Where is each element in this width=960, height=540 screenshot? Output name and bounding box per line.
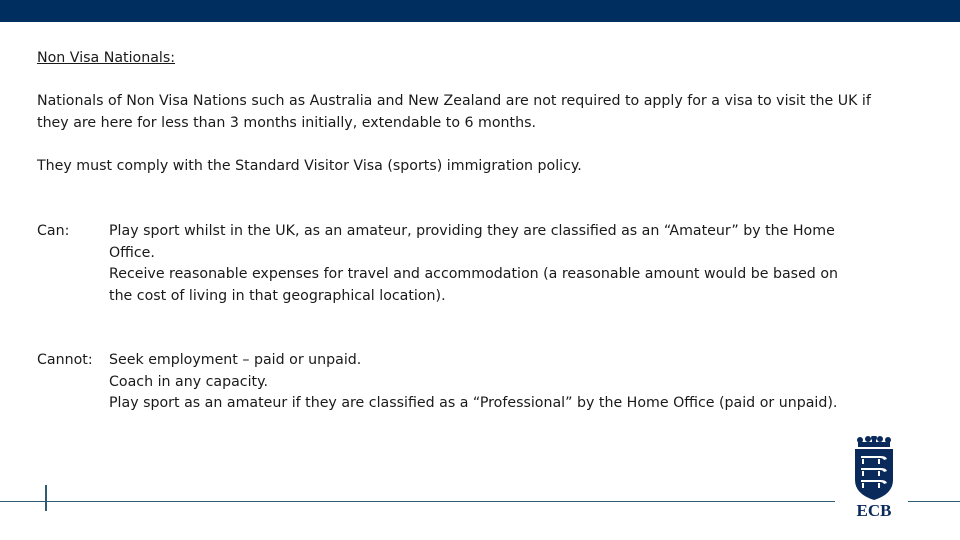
ecb-wordmark: ECB — [856, 501, 892, 518]
intro-line: Nationals of Non Visa Nations such as Australia and New Zealand are not required to apply for a visa to visit the UK if — [37, 93, 871, 109]
can-line: Receive reasonable expenses for travel and accommodation (a reasonable amount would be based on — [109, 266, 838, 282]
can-line: Play sport whilst in the UK, as an amateur, providing they are classified as an “Amateur” by the Home — [109, 223, 835, 239]
cannot-list — [109, 350, 909, 415]
can-line: Office. — [109, 244, 155, 261]
cannot-line: Coach in any capacity. — [109, 373, 268, 390]
cannot-line: Seek employment – paid or unpaid. — [109, 352, 362, 368]
can-line: the cost of living in that geographical location). — [109, 287, 446, 304]
section-heading: Non Visa Nationals: — [37, 50, 176, 66]
cannot-label: Cannot: — [37, 352, 93, 368]
policy-paragraph: They must comply with the Standard Visitor Visa (sports) immigration policy. — [37, 158, 582, 174]
intro-line: they are here for less than 3 months initially, extendable to 6 months. — [37, 114, 536, 131]
ecb-crest-icon — [848, 436, 900, 518]
can-label: Can: — [37, 223, 70, 239]
top-banner — [0, 0, 960, 22]
cannot-line: Play sport as an amateur if they are classified as a “Professional” by the Home Office (paid or unpaid). — [109, 395, 838, 411]
can-list — [109, 221, 909, 307]
footer-rule — [0, 501, 835, 502]
footer-tick — [45, 485, 47, 511]
intro-paragraph — [37, 91, 917, 134]
footer-rule-right — [908, 501, 960, 502]
